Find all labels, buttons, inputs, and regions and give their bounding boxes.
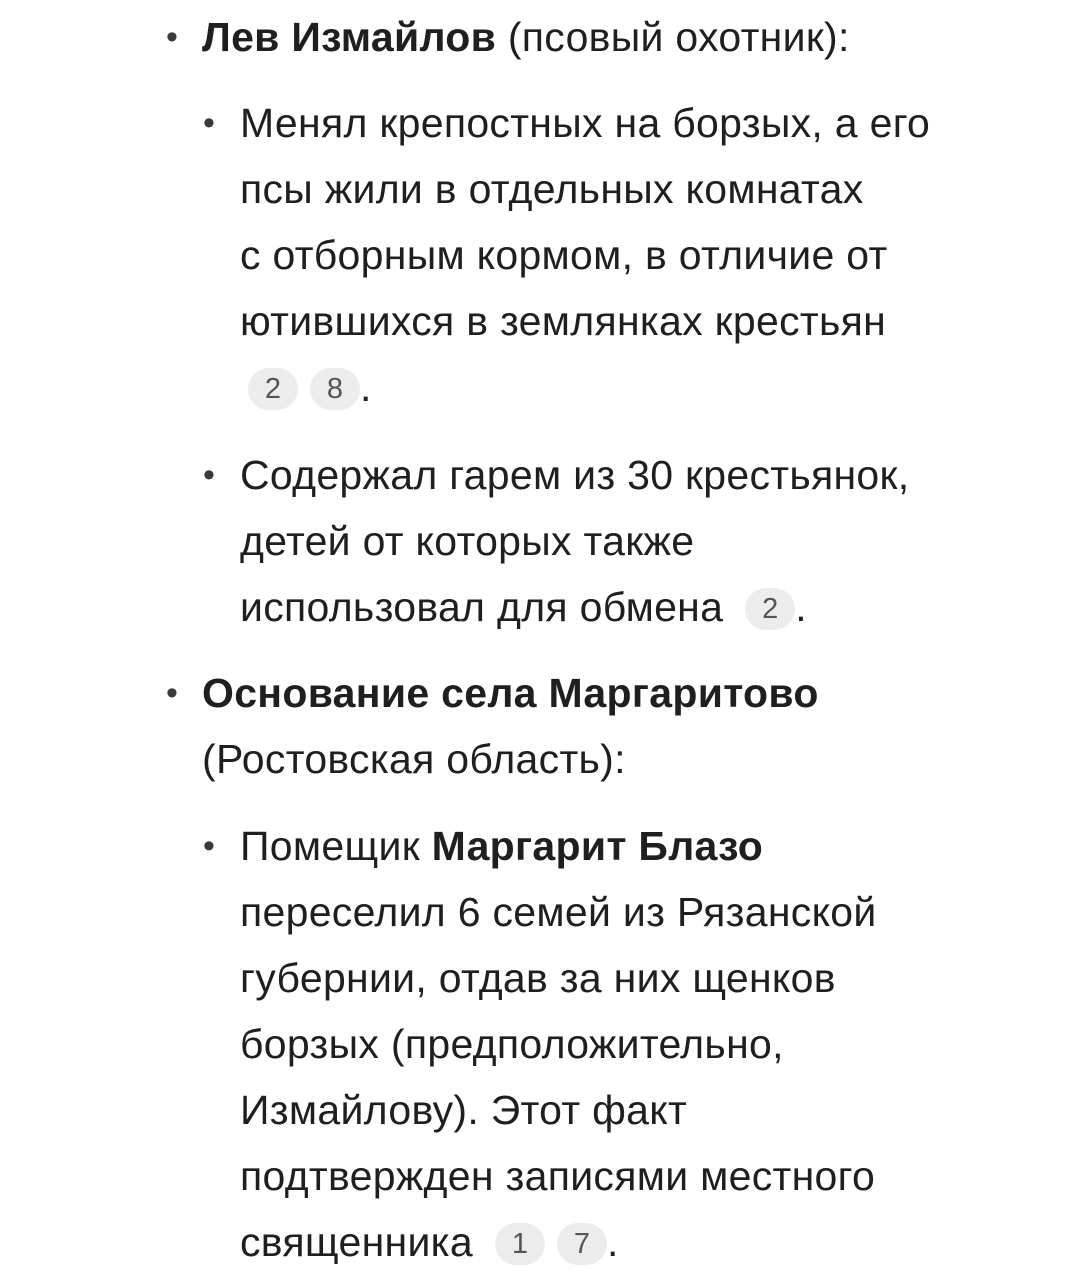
- citation-badge[interactable]: 2: [745, 588, 795, 630]
- text-line: Измайлову). Этот факт: [240, 1087, 688, 1133]
- text-line: подтвержден записями местного: [240, 1153, 876, 1199]
- text-line: переселил 6 семей из Рязанской: [240, 889, 877, 935]
- text-line: ютившихся в землянках крестьян: [240, 298, 887, 344]
- sub-item-harem: [203, 442, 1060, 640]
- sentence-end: .: [360, 364, 372, 410]
- citation-badge[interactable]: 2: [248, 368, 298, 410]
- bullet-icon: •: [166, 18, 179, 56]
- citation-badge[interactable]: 7: [557, 1223, 607, 1265]
- sentence-end: .: [795, 584, 807, 630]
- bullet-icon: •: [203, 104, 216, 142]
- item-heading-note: (псовый охотник):: [496, 14, 850, 60]
- citation-badge[interactable]: 1: [495, 1223, 545, 1265]
- list-item-lev-izmailov: [166, 4, 1062, 70]
- bullet-icon: •: [166, 674, 179, 712]
- bullet-icon: •: [203, 827, 216, 865]
- sub-item-borzoi-exchange: [203, 90, 1060, 420]
- text-line: Менял крепостных на борзых, а его: [240, 100, 931, 146]
- person-name: Маргарит Блазо: [431, 823, 764, 869]
- text-prefix: Помещик: [240, 823, 432, 869]
- sentence-end: .: [606, 1219, 619, 1265]
- text-line: губернии, отдав за них щенков: [240, 955, 836, 1001]
- text-line: псы жили в отдельных комнатах: [240, 166, 864, 212]
- item-heading-note: (Ростовская область):: [202, 736, 626, 782]
- text-line: с отборным кормом, в отличие от: [240, 232, 888, 278]
- item-heading: Основание села Маргаритово: [202, 670, 819, 716]
- text-line: священника: [240, 1219, 473, 1265]
- text-line: Содержал гарем из 30 крестьянок,: [240, 452, 910, 498]
- text-line: борзых (предположительно,: [240, 1021, 784, 1067]
- bullet-icon: •: [203, 456, 216, 494]
- item-heading: Лев Измайлов: [202, 14, 497, 60]
- text-line: детей от которых также: [240, 518, 695, 564]
- sub-item-blazo: [203, 813, 1060, 1275]
- citation-badge[interactable]: 8: [310, 368, 360, 410]
- list-item-margaritovo: [166, 660, 1062, 792]
- text-line: использовал для обмена: [240, 584, 724, 630]
